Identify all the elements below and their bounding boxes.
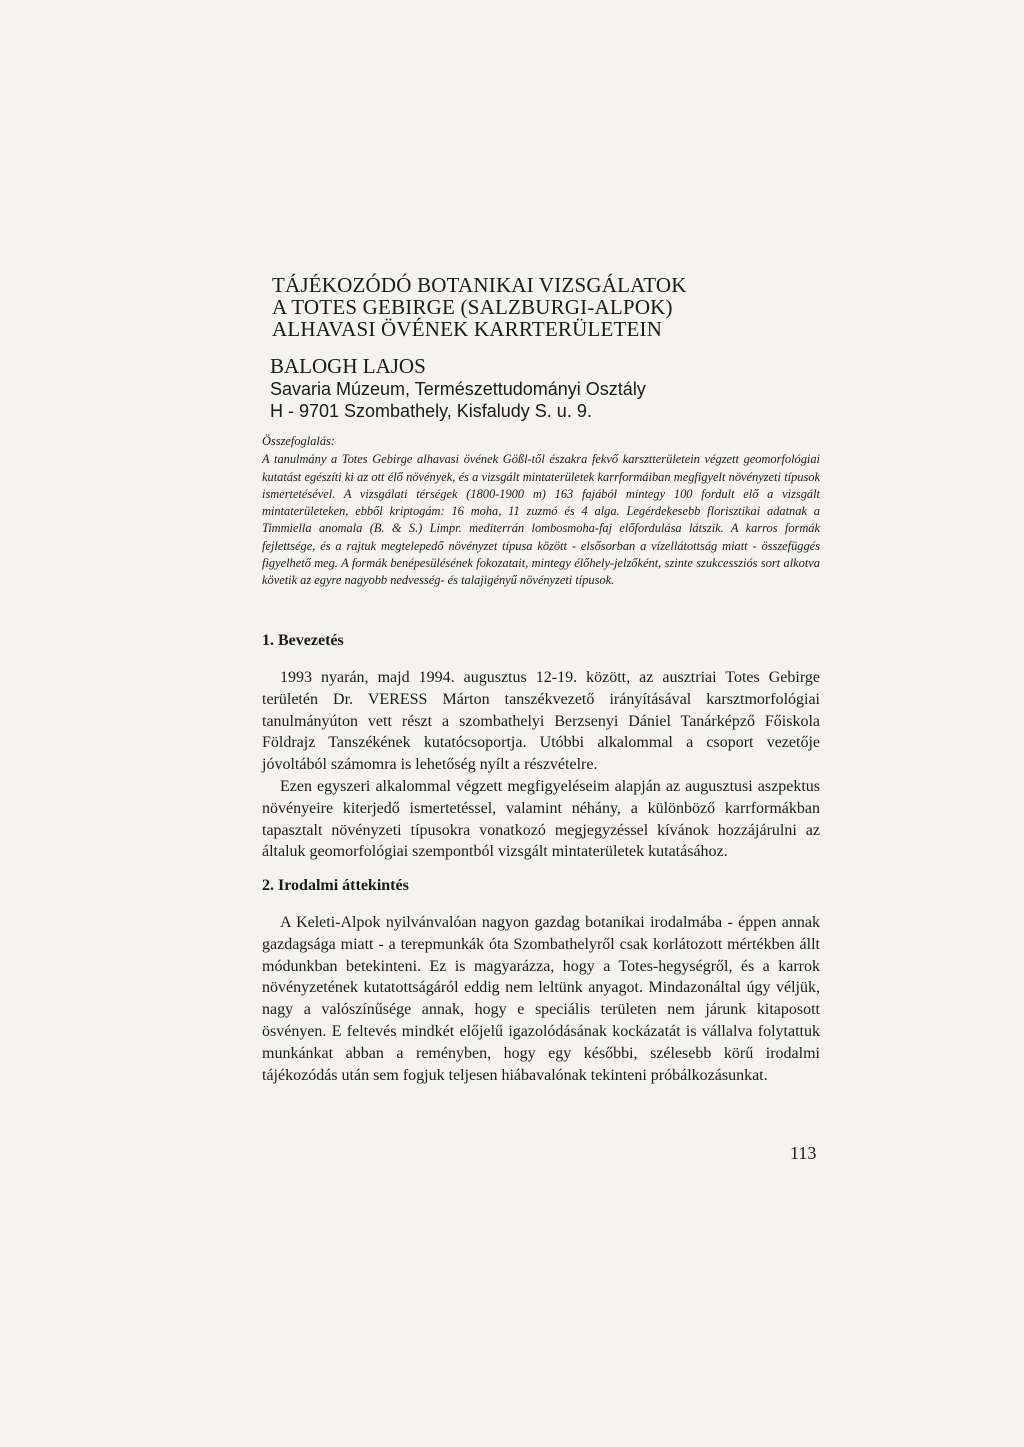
paragraph: Ezen egyszeri alkalommal végzett megfigyeléseim alapján az augusztusi aszpektus növényeire kiterjedő ismertetéssel, valamint néhány, a különböző karrformákban tapasztalt növényzeti típusokra vonatkozó megjegyzéssel kívánok hozzájárulni az általuk geomorfológiai szempontból vizsgált mintaterületek kutatásához. <box>262 777 820 861</box>
author-address: H - 9701 Szombathely, Kisfaludy S. u. 9. <box>270 401 592 421</box>
author-institution: Savaria Múzeum, Természettudományi Osztály <box>270 379 646 399</box>
title-line: A TOTES GEBIRGE (SALZBURGI-ALPOK) <box>272 295 673 319</box>
abstract-text: A tanulmány a Totes Gebirge alhavasi övének Gößl-től északra fekvő karsztterületein végzett geomorfológiai kutatást egészíti ki az ott élő növények, és a vizsgált mintaterületek karrformáiban megfigyelt növényzeti típusok ismertetésével. A vizsgálati térségek (1800-1900 m) 163 fajából mintegy 100 fordult elő a vizsgált mintaterületeken, ebből kriptogám: 16 moha, 11 zuzmó és 4 alga. Legérdekesebb florisztikai adatnak a Timmiella anomala (B. & S.) Limpr. mediterrán lombosmoha-faj előfordulása látszik. A karros formák fejlettsége, és a rajtuk megtelepedő növényzet típusa között - elsősorban a vízellátottság miatt - összefüggés figyelhető meg. A formák benépesülésének fokozatait, mintegy élőhely-jelzőként, szinte szukcessziós sort alkotva követik az egyre nagyobb nedvesség- és talajigényű növényzeti típusok. <box>262 452 820 588</box>
author-block <box>270 355 830 422</box>
author-name: BALOGH LAJOS <box>270 354 426 378</box>
page-number: 113 <box>790 1143 817 1163</box>
title-line: TÁJÉKOZÓDÓ BOTANIKAI VIZSGÁLATOK <box>272 273 687 297</box>
article-title <box>272 274 832 340</box>
section-body-introduction <box>262 667 820 863</box>
section-heading-literature: 2. Irodalmi áttekintés <box>262 877 409 894</box>
abstract-label: Összefoglalás: <box>262 434 335 448</box>
paragraph: A Keleti-Alpok nyilvánvalóan nagyon gazdag botanikai irodalmába - éppen annak gazdagsága miatt - a terepmunkák óta Szombathelyről csak korlátozott mértékben állt módunkban betekinteni. Ez is magyarázza, hogy a Totes-hegységről, és a karrok növényzetének kutatottságáról eddig nem leltünk anyagot. Mindazonáltal úgy véljük, nagy a valószínűsége annak, hogy e speciális területen nem járunk kitaposott ösvényen. E feltevés mindkét előjelű igazolódásának kockázatát is vállalva folytattuk munkánkat abban a reményben, hogy egy későbbi, szélesebb körű irodalmi tájékozódás után sem fogjuk teljesen hiábavalónak tekinteni próbálkozásunkat. <box>262 914 820 1084</box>
abstract <box>262 433 820 590</box>
title-line: ALHAVASI ÖVÉNEK KARRTERÜLETEIN <box>272 317 663 341</box>
paragraph: 1993 nyarán, majd 1994. augusztus 12-19. között, az ausztriai Totes Gebirge területén Dr. VERESS Márton tanszékvezető irányításával karsztmorfológiai tanulmányúton vett részt a szombathelyi Berzsenyi Dániel Tanárképző Főiskola Földrajz Tanszékének kutatócsoportja. Utóbbi alkalommal a csoport vezetője jóvoltából számomra is lehetőség nyílt a részvételre. <box>262 669 820 774</box>
section-heading-introduction: 1. Bevezetés <box>262 632 344 649</box>
section-body-literature <box>262 912 820 1086</box>
